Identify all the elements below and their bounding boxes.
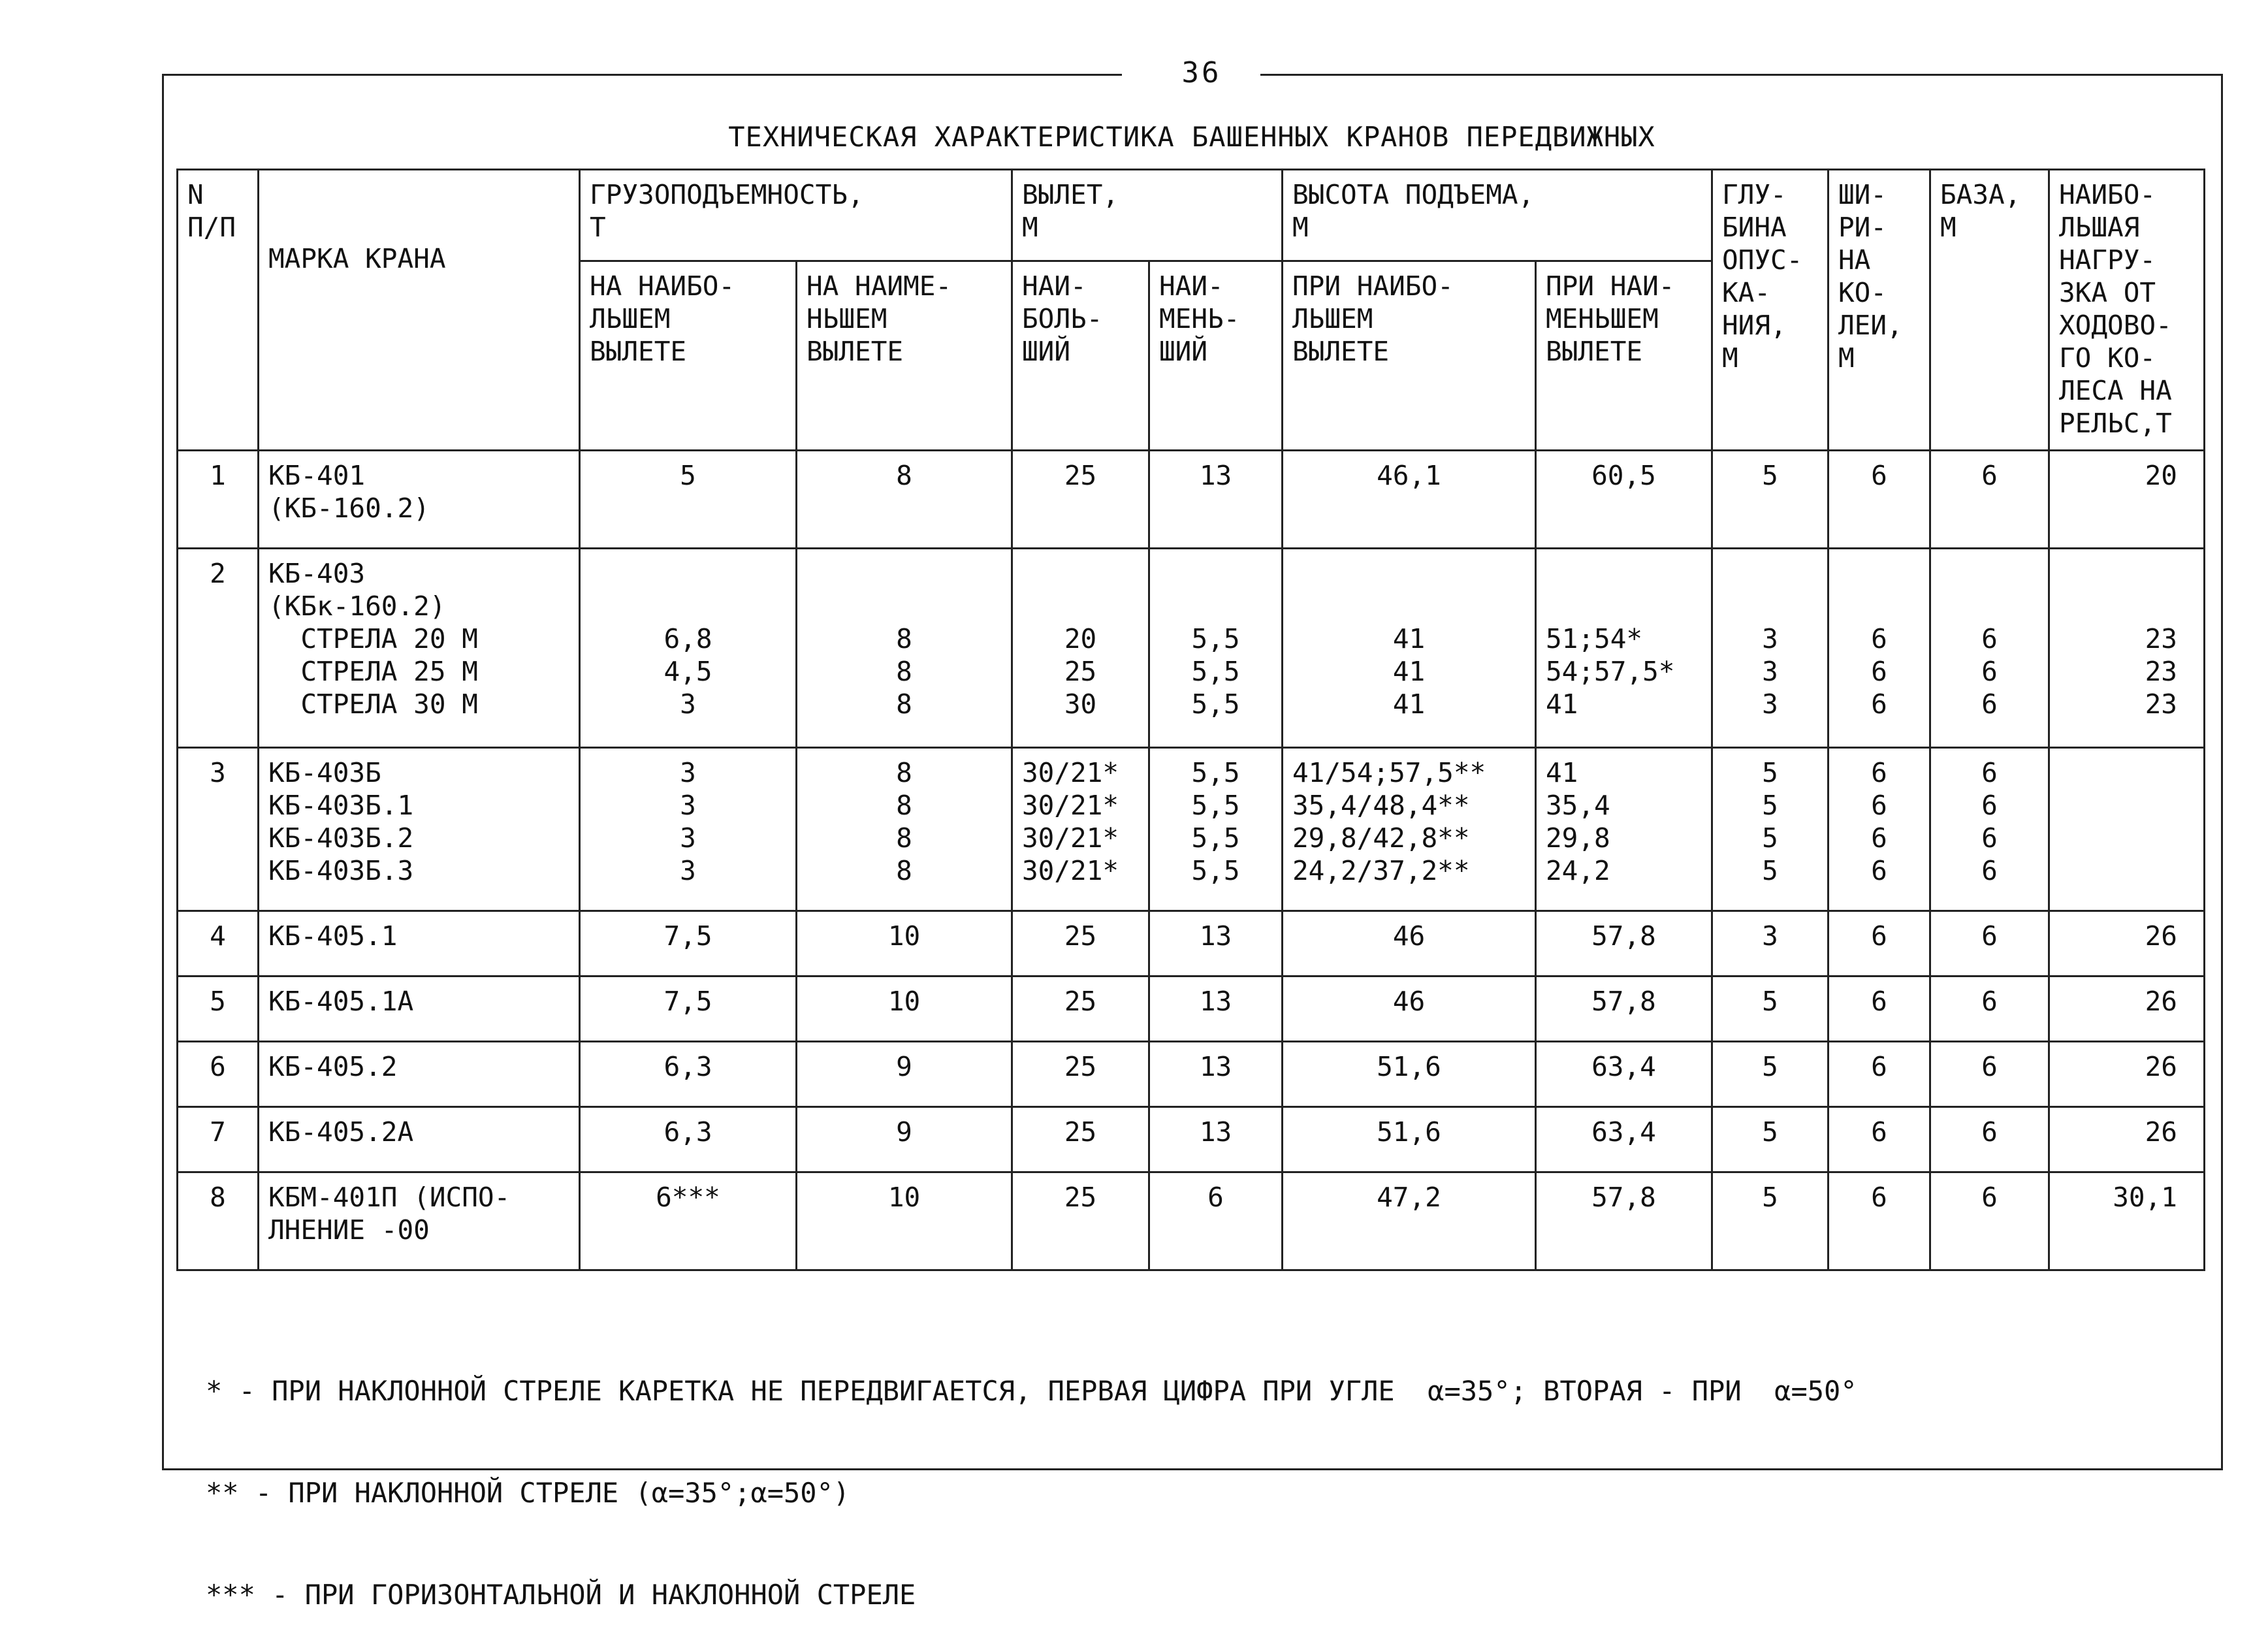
row-height-max-reach: 51,6 [1283,1042,1536,1107]
table-row [178,1172,2205,1270]
header-capacity: ГРУЗОПОДЪЕМНОСТЬ, Т [580,170,1012,261]
row-depth: 3 [1712,911,1829,976]
row-reach-min: 5,5 5,5 5,5 [1149,549,1283,748]
row-depth: 5 [1712,451,1829,549]
row-brand: КБ-401 (КБ-160.2) [259,451,580,549]
table-row [178,1042,2205,1107]
row-reach-min: 6 [1149,1172,1283,1270]
row-wheel-load: 23 23 23 [2049,549,2205,748]
header-reach-min: НАИ- МЕНЬ- ШИЙ [1149,261,1283,451]
row-capacity-min-reach: 10 [797,976,1012,1042]
row-number: 3 [178,748,259,911]
row-height-max-reach: 41 41 41 [1283,549,1536,748]
table-row [178,549,2205,748]
row-capacity-max-reach: 6,8 4,5 3 [580,549,797,748]
row-wheel-load: 30,1 [2049,1172,2205,1270]
table-row [178,976,2205,1042]
row-height-max-reach: 46 [1283,976,1536,1042]
row-depth: 5 5 5 5 [1712,748,1829,911]
row-base: 6 [1930,1107,2049,1172]
row-height-max-reach: 46 [1283,911,1536,976]
row-depth: 5 [1712,1042,1829,1107]
row-height-min-reach: 57,8 [1536,1172,1712,1270]
row-reach-max: 25 [1012,976,1149,1042]
row-height-max-reach: 47,2 [1283,1172,1536,1270]
table-row [178,748,2205,911]
row-reach-max: 25 [1012,1042,1149,1107]
row-brand: КБ-405.1 [259,911,580,976]
row-reach-max: 25 [1012,451,1149,549]
row-depth: 3 3 3 [1712,549,1829,748]
row-brand: КБ-403 (КБк-160.2) СТРЕЛА 20 М СТРЕЛА 25 М СТРЕЛА 30 М [259,549,580,748]
row-capacity-min-reach: 9 [797,1042,1012,1107]
row-brand: КБМ-401П (ИСПО- ЛНЕНИЕ -00 [259,1172,580,1270]
row-height-min-reach: 57,8 [1536,976,1712,1042]
header-height-min-reach: ПРИ НАИ- МЕНЬШЕМ ВЫЛЕТЕ [1536,261,1712,451]
row-height-min-reach: 60,5 [1536,451,1712,549]
row-height-max-reach: 46,1 [1283,451,1536,549]
row-gauge: 6 [1829,1107,1930,1172]
footnote-3: *** - ПРИ ГОРИЗОНТАЛЬНОЙ И НАКЛОННОЙ СТРЕЛЕ [206,1579,916,1611]
row-number: 7 [178,1107,259,1172]
header-capacity-min-reach: НА НАИМЕ- НЬШЕМ ВЫЛЕТЕ [797,261,1012,451]
row-base: 6 [1930,911,2049,976]
footnote-1: * - ПРИ НАКЛОННОЙ СТРЕЛЕ КАРЕТКА НЕ ПЕРЕДВИГАЕТСЯ, ПЕРВАЯ ЦИФРА ПРИ УГЛЕ α=35°; ВТОРАЯ - ПРИ α=50° [206,1375,1857,1407]
row-reach-min: 5,5 5,5 5,5 5,5 [1149,748,1283,911]
row-capacity-min-reach: 8 [797,451,1012,549]
row-capacity-min-reach: 9 [797,1107,1012,1172]
row-wheel-load: 20 [2049,451,2205,549]
table-title: ТЕХНИЧЕСКАЯ ХАРАКТЕРИСТИКА БАШЕННЫХ КРАНОВ ПЕРЕДВИЖНЫХ [728,121,1655,153]
row-height-max-reach: 41/54;57,5** 35,4/48,4** 29,8/42,8** 24,2/37,2** [1283,748,1536,911]
header-height-max-reach: ПРИ НАИБО- ЛЬШЕМ ВЫЛЕТЕ [1283,261,1536,451]
header-depth: ГЛУ- БИНА ОПУС- КА- НИЯ, М [1712,170,1829,451]
footnotes [206,1306,1857,1646]
row-base: 6 6 6 6 [1930,748,2049,911]
row-number: 1 [178,451,259,549]
row-number: 8 [178,1172,259,1270]
row-gauge: 6 [1829,1172,1930,1270]
row-brand: КБ-405.2А [259,1107,580,1172]
row-wheel-load: 26 [2049,1107,2205,1172]
header-brand: МАРКА КРАНА [259,170,580,451]
header-height: ВЫСОТА ПОДЪЕМА, М [1283,170,1712,261]
row-wheel-load: 26 [2049,911,2205,976]
header-reach: ВЫЛЕТ, М [1012,170,1283,261]
row-reach-max: 25 [1012,1107,1149,1172]
row-wheel-load: 26 [2049,976,2205,1042]
row-capacity-min-reach: 10 [797,1172,1012,1270]
row-reach-max: 30/21* 30/21* 30/21* 30/21* [1012,748,1149,911]
row-reach-min: 13 [1149,1107,1283,1172]
row-reach-max: 25 [1012,911,1149,976]
row-brand: КБ-405.2 [259,1042,580,1107]
row-gauge: 6 [1829,976,1930,1042]
row-height-max-reach: 51,6 [1283,1107,1536,1172]
crane-spec-table [176,169,2205,1271]
table-row [178,451,2205,549]
row-reach-max: 20 25 30 [1012,549,1149,748]
row-depth: 5 [1712,1172,1829,1270]
row-capacity-min-reach: 10 [797,911,1012,976]
row-wheel-load: 26 [2049,1042,2205,1107]
row-gauge: 6 [1829,911,1930,976]
row-reach-min: 13 [1149,976,1283,1042]
page-number: 36 [1181,56,1222,89]
row-base: 6 [1930,451,2049,549]
row-capacity-max-reach: 6,3 [580,1107,797,1172]
row-capacity-max-reach: 6*** [580,1172,797,1270]
header-reach-max: НАИ- БОЛЬ- ШИЙ [1012,261,1149,451]
row-number: 5 [178,976,259,1042]
frame-top-left [162,74,1122,76]
row-capacity-max-reach: 7,5 [580,976,797,1042]
frame-top-right [1260,74,2221,76]
row-capacity-max-reach: 3 3 3 3 [580,748,797,911]
row-brand: КБ-405.1А [259,976,580,1042]
row-base: 6 [1930,1172,2049,1270]
table-body [178,451,2205,1270]
footnote-2: ** - ПРИ НАКЛОННОЙ СТРЕЛЕ (α=35°;α=50°) [206,1477,850,1509]
row-base: 6 [1930,1042,2049,1107]
row-depth: 5 [1712,1107,1829,1172]
row-reach-min: 13 [1149,451,1283,549]
table-row [178,1107,2205,1172]
row-gauge: 6 [1829,1042,1930,1107]
row-height-min-reach: 51;54* 54;57,5* 41 [1536,549,1712,748]
row-height-min-reach: 63,4 [1536,1107,1712,1172]
row-number: 2 [178,549,259,748]
row-height-min-reach: 57,8 [1536,911,1712,976]
row-brand: КБ-403Б КБ-403Б.1 КБ-403Б.2 КБ-403Б.3 [259,748,580,911]
row-gauge: 6 6 6 6 [1829,748,1930,911]
header-base: БАЗА, М [1930,170,2049,451]
table-row [178,911,2205,976]
row-capacity-max-reach: 5 [580,451,797,549]
row-number: 4 [178,911,259,976]
row-reach-min: 13 [1149,1042,1283,1107]
header-num: N П/П [178,170,259,451]
row-wheel-load [2049,748,2205,911]
row-base: 6 6 6 [1930,549,2049,748]
row-gauge: 6 6 6 [1829,549,1930,748]
row-base: 6 [1930,976,2049,1042]
row-capacity-max-reach: 7,5 [580,911,797,976]
header-wheel-load: НАИБО- ЛЬШАЯ НАГРУ- ЗКА ОТ ХОДОВО- ГО КО- ЛЕСА НА РЕЛЬС,Т [2049,170,2205,451]
row-number: 6 [178,1042,259,1107]
header-gauge: ШИ- РИ- НА КО- ЛЕИ, М [1829,170,1930,451]
row-gauge: 6 [1829,451,1930,549]
row-capacity-max-reach: 6,3 [580,1042,797,1107]
row-capacity-min-reach: 8 8 8 [797,549,1012,748]
row-height-min-reach: 41 35,4 29,8 24,2 [1536,748,1712,911]
row-capacity-min-reach: 8 8 8 8 [797,748,1012,911]
row-reach-max: 25 [1012,1172,1149,1270]
row-height-min-reach: 63,4 [1536,1042,1712,1107]
header-capacity-max-reach: НА НАИБО- ЛЬШЕМ ВЫЛЕТЕ [580,261,797,451]
row-depth: 5 [1712,976,1829,1042]
row-reach-min: 13 [1149,911,1283,976]
